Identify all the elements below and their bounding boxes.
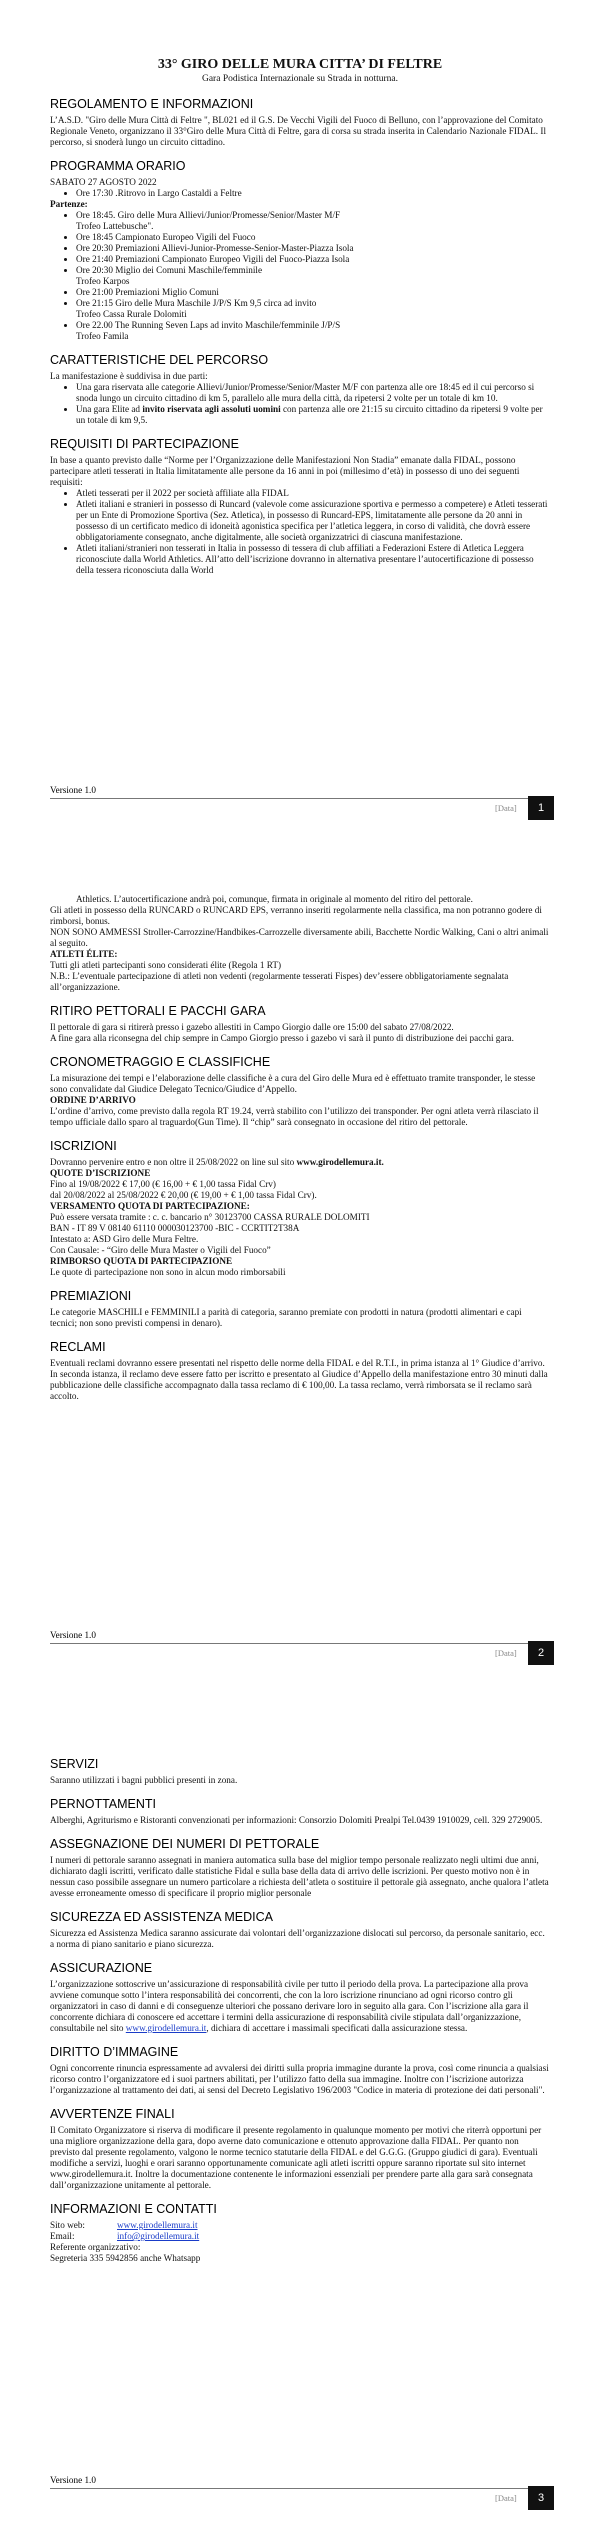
- list-item: [76, 404, 550, 426]
- list-item: • Una gara riservata alle categorie Allievi/Junior/Promesse/Senior/Master M/F con partenza alle ore 18:45 ed il cui percorso si snoda lungo un circuito cittadino di km 5, parallelo alle mura della città, da ripetersi 2 volte per un totale di km 10.: [76, 382, 550, 404]
- list-item: • Ore 20:30 Premiazioni Allievi-Junior-Promesse-Senior-Master-Piazza Isola: [76, 243, 550, 254]
- footer-date-placeholder: [Data]: [495, 2493, 517, 2503]
- cronometraggio-text-2: L’ordine d’arrivo, come previsto dalla regola RT 19.24, verrà stabilito con l’utilizzo dei transponder. Per ogni atleta verrà rilasciato il tempo ufficiale dallo sparo al traguardo(Gun Time). Il “chip” sarà consegnato in occasione del ritiro del pettorale.: [50, 1106, 539, 1127]
- section-heading-ritiro: RITIRO PETTORALI E PACCHI GARA: [50, 1004, 266, 1018]
- section-heading-programma: PROGRAMMA ORARIO: [50, 159, 186, 173]
- section-heading-assicurazione: ASSICURAZIONE: [50, 1961, 153, 1975]
- section-heading-contatti: INFORMAZIONI E CONTATTI: [50, 2202, 217, 2216]
- footer-date-placeholder: [Data]: [495, 1648, 517, 1658]
- footer-date-placeholder: [Data]: [495, 803, 517, 813]
- ordine-arrivo-label: ORDINE D’ARRIVO: [50, 1095, 136, 1105]
- premiazioni-text: Le categorie MASCHILI e FEMMINILI a parità di categoria, saranno premiate con prodotti in natura (prodotti alimentari e capi tecnici; non sono previsti compensi in denaro).: [50, 1307, 522, 1328]
- document-subtitle: Gara Podistica Internazionale su Strada in notturna.: [201, 74, 398, 84]
- list-item: • Ore 18:45. Giro delle Mura Allievi/Junior/Promesse/Senior/Master M/F: [76, 210, 550, 221]
- section-heading-assegnazione: ASSEGNAZIONE DEI NUMERI DI PETTORALE: [50, 1837, 320, 1851]
- elite-text: Tutti gli atleti partecipanti sono considerati élite (Regola 1 RT): [50, 960, 282, 970]
- requisiti-intro: In base a quanto previsto dalle “Norme per l’Organizzazione delle Manifestazioni Non Stadia” emanate dalla FIDAL, possono partecipare atleti tesserati in Italia limitatamente alle persone da 16 anni in poi (millesimo d’età) in possesso di uno dei seguenti requisiti:: [50, 455, 520, 487]
- section-heading-sicurezza: SICUREZZA ED ASSISTENZA MEDICA: [50, 1910, 273, 1924]
- list-item-continuation: Trofeo Cassa Rurale Dolomiti: [76, 309, 187, 319]
- list-item-text: Una gara Elite ad: [76, 404, 143, 414]
- iscrizioni-deadline: [50, 1157, 550, 1168]
- section-heading-premiazioni: PREMIAZIONI: [50, 1289, 132, 1303]
- diritto-text: Ogni concorrente rinuncia espressamente ad avvalersi dei diritti sulla propria immagine durante la prova, così come rinuncia a qualsiasi ricorso contro l’organizzatore ed i suoi partners abilitati, per l’utilizzo fatto della sua immagine. Inoltre con l’iscrizione autorizza l’organizzazione al trattamento dei dati, ai sensi del Decreto Legislativo 196/2003 "Codice in materia di protezione dei dati personali".: [50, 2063, 549, 2095]
- elite-label: ATLETI ÉLITE:: [50, 949, 118, 959]
- programma-list: [50, 210, 550, 342]
- reclami-text: Eventuali reclami dovranno essere presentati nel rispetto delle norme della FIDAL e del R.T.I., in prima istanza al 1° Giudice d’arrivo. In seconda istanza, il reclamo deve essere fatto per iscritto e presentato al Giudice d’Appello della manifestazione entro 30 minuti dalla pubblicazione delle classifiche accompagnato dalla tassa reclamo di € 100,00. La tassa reclamo, verrà rimborsata se il reclamo sarà accolto.: [50, 1358, 548, 1401]
- section-heading-requisiti: REQUISITI DI PARTECIPAZIONE: [50, 437, 239, 451]
- bonifico-text: Può essere versata tramite : c. c. bancario n° 30123700 CASSA RURALE DOLOMITI: [50, 1212, 370, 1222]
- page-number: 2: [528, 1641, 554, 1665]
- footer-divider: [50, 2488, 550, 2489]
- sicurezza-text: Sicurezza ed Assistenza Medica saranno assicurate dai volontari dell’organizzazione dislocati sul percorso, da personale sanitario, ecc. a norma di piano sanitario e piano sicurezza.: [50, 1928, 545, 1949]
- contact-email-label: Email:: [50, 2231, 75, 2241]
- non-ammessi-text: NON SONO AMMESSI Stroller-Carrozzine/Handbikes-Carrozzelle diversamente abili, Bacchette Nordic Walking, Cani o altri animali al seguito.: [50, 927, 549, 948]
- list-item: • Ore 21:15 Giro delle Mura Maschile J/P/S Km 9,5 circa ad invito: [76, 298, 550, 309]
- footer-version: Versione 1.0: [50, 785, 96, 795]
- list-item-continuation: Trofeo Famila: [76, 331, 129, 341]
- caratteristiche-intro: La manifestazione è suddivisa in due parti:: [50, 371, 208, 381]
- regolamento-text: L’A.S.D. "Giro delle Mura Città di Feltre ", BL021 ed il G.S. De Vecchi Vigili del Fuoco di Belluno, con l’approvazione del Comitato Regionale Veneto, organizzano il 33°Giro delle Mura Città di Feltre, gara di corsa su strada inserita in Calendario Nazionale FIDAL. Il percorso, si snoderà lungo un circuito cittadino.: [50, 115, 546, 147]
- runcard-text: Gli atleti in possesso della RUNCARD o RUNCARD EPS, verranno inseriti regolarmente nella classifica, ma non potranno godere di rimborsi, bonus.: [50, 905, 542, 926]
- requisiti-list: [50, 488, 550, 576]
- list-item: • Atleti italiani/stranieri non tesserati in Italia in possesso di tessera di club affiliati a Federazioni Estere di Atletica Leggera riconosciute dalla World Athletics. All’atto dell’iscrizione dovranno in alternativa presentare l’autocertificazione di possesso della tessera riconosciuta dalla World: [76, 543, 550, 576]
- section-heading-cronometraggio: CRONOMETRAGGIO E CLASSIFICHE: [50, 1055, 271, 1069]
- assicurazione-site-link[interactable]: www.girodellemura.it: [125, 2023, 207, 2033]
- caratteristiche-list: [50, 382, 550, 426]
- list-item: • Ore 21:00 Premiazioni Miglio Comuni: [76, 287, 550, 298]
- footer-divider: [50, 798, 550, 799]
- servizi-text: Saranno utilizzati i bagni pubblici presenti in zona.: [50, 1775, 238, 1785]
- ritiro-text-1: Il pettorale di gara si ritirerà presso i gazebo allestiti in Campo Giorgio dalle ore 15:00 del sabato 27/08/2022.: [50, 1022, 454, 1032]
- iscrizioni-deadline-text: Dovranno pervenire entro e non oltre il 25/08/2022 on line sul sito: [50, 1157, 297, 1167]
- list-item: • Ore 22.00 The Running Seven Laps ad invito Maschile/femminile J/P/S: [76, 320, 550, 331]
- section-heading-avvertenze: AVVERTENZE FINALI: [50, 2107, 175, 2121]
- contact-email-row: [50, 2231, 550, 2242]
- assegnazione-text: I numeri di pettorale saranno assegnati in maniera automatica sulla base del miglior tempo personale realizzato negli ultimi due anni, dichiarato dagli iscritti, verificato dalle statistiche Fidal e sulla base della data di arrivo delle iscrizioni. Per questo motivo non è in nessun caso possibile assegnare un numero particolare a richiesta dell’atleta o sostituire il pettorale già assegnato, anche qualora l’atleta avesse erroneamente omesso di specificare il proprio miglior personale: [50, 1855, 549, 1898]
- programma-ritrovo-list: [50, 188, 550, 199]
- intestato-text: Intestato a: ASD Giro delle Mura Feltre.: [50, 1234, 199, 1244]
- rimborso-text: Le quote di partecipazione non sono in alcun modo rimborsabili: [50, 1267, 286, 1277]
- contact-segreteria: Segreteria 335 5942856 anche Whatsapp: [50, 2253, 201, 2263]
- programma-date: SABATO 27 AGOSTO 2022: [50, 177, 157, 187]
- list-item: • Atleti tesserati per il 2022 per società affiliate alla FIDAL: [76, 488, 550, 499]
- quote-label: QUOTE D’ISCRIZIONE: [50, 1168, 151, 1178]
- avvertenze-text: Il Comitato Organizzatore si riserva di modificare il presente regolamento in qualunque momento per motivi che riterrà opportuni per una migliore organizzazione della gara, dopo averne dato comunicazione e ottenuto approvazione dalla FIDAL. Per quanto non previsto dal presente regolamento, valgono le norme tecnico statutarie della FIDAL e del G.G.G. (Gruppo giudici di gara). Eventuali modifiche a servizi, luoghi e orari saranno opportunamente comunicate agli atleti iscritti oppure saranno riportate sul sito internet www.girodellemura.it. Inoltre la documentazione contenente le informazioni essenziali per prendere parte alla gara sarà consegnata dall’organizzazione unitamente al pettorale.: [50, 2125, 542, 2190]
- section-heading-servizi: SERVIZI: [50, 1757, 99, 1771]
- versamento-label: VERSAMENTO QUOTA DI PARTECIPAZIONE:: [50, 1201, 250, 1211]
- causale-text: Con Causale: - “Giro delle Mura Master o Vigili del Fuoco”: [50, 1245, 271, 1255]
- iscrizioni-site: www.girodellemura.it.: [296, 1157, 384, 1167]
- page-number: 1: [528, 796, 554, 820]
- section-heading-regolamento: REGOLAMENTO E INFORMAZIONI: [50, 97, 254, 111]
- requisiti-continued: Athletics. L’autocertificazione andrà poi, comunque, firmata in originale al momento del ritiro del pettorale.: [76, 894, 473, 904]
- list-item: • Ore 21:40 Premiazioni Campionato Europeo Vigili del Fuoco-Piazza Isola: [76, 254, 550, 265]
- section-heading-reclami: RECLAMI: [50, 1340, 106, 1354]
- list-item: • Ore 20:30 Miglio dei Comuni Maschile/femminile: [76, 265, 550, 276]
- list-item: • Atleti italiani e stranieri in possesso di Runcard (valevole come assicurazione sportiva e permesso a competere) e Atleti tesserati per un Ente di Promozione Sportiva (Sez. Atletica), in possesso di Runcard-EPS, limitatamente alle persone da 20 anni in possesso di un certificato medico di idoneità agonistica specifica per l’atletica leggera, in corso di validità, che dovrà essere obbligatoriamente consegnato, anche digitalmente, alle società organizzatrici di ciascuna manifestazione.: [76, 499, 550, 543]
- pernottamenti-text: Alberghi, Agriturismo e Ristoranti convenzionati per informazioni: Consorzio Dolomiti Prealpi Tel.0439 1910029, cell. 329 2729005.: [50, 1815, 543, 1825]
- footer-divider: [50, 1643, 550, 1644]
- list-item-continuation: Trofeo Karpos: [76, 276, 130, 286]
- contact-site-link[interactable]: www.girodellemura.it: [117, 2220, 198, 2230]
- section-heading-iscrizioni: ISCRIZIONI: [50, 1139, 117, 1153]
- cronometraggio-text-1: La misurazione dei tempi e l’elaborazione delle classifiche è a cura del Giro delle Mura ed è effettuato tramite transponder, le stesse sono convalidate dal Giudice Delegato Tecnico/Giudice d’Appello.: [50, 1073, 536, 1094]
- list-item: • Ore 18:45 Campionato Europeo Vigili del Fuoco: [76, 232, 550, 243]
- section-heading-diritto-immagine: DIRITTO D’IMMAGINE: [50, 2045, 179, 2059]
- page-1: [0, 0, 595, 845]
- section-heading-caratteristiche: CARATTERISTICHE DEL PERCORSO: [50, 353, 269, 367]
- footer-version: Versione 1.0: [50, 2475, 96, 2485]
- iban-text: BAN - IT 89 V 08140 61110 000030123700 -BIC - CCRTIT2T38A: [50, 1223, 300, 1233]
- rimborso-label: RIMBORSO QUOTA DI PARTECIPAZIONE: [50, 1256, 233, 1266]
- assicurazione-text-a: L’organizzazione sottoscrive un’assicurazione di responsabilità civile per tutto il periodo della prova. La partecipazione alla prova avviene comunque sotto l’intera responsabilità dei concorrenti, che con la loro iscrizione rinunciano ad ogni ricorso contro gli organizzatori in caso di danni e di conseguenze ulteriori che possano derivare loro in seguito alla gara. Con l’iscrizione alla gara il concorrente dichiara di conoscere ed accettare i termini della assicurazione di responsabilità civile stipulata dall’organizzazione, consultabile nel sito: [50, 1979, 529, 2033]
- nb-text: N.B.: L’eventuale partecipazione di atleti non vedenti (regolarmente tesserati Fispes) dev’essere obbligatoriamente segnalata all’organizzazione.: [50, 971, 509, 992]
- quote-1: Fino al 19/08/2022 € 17,00 (€ 16,00 + € 1,00 tassa Fidal Crv): [50, 1179, 276, 1189]
- page-number: 3: [528, 2486, 554, 2510]
- partenze-label: Partenze:: [50, 199, 88, 209]
- section-heading-pernottamenti: PERNOTTAMENTI: [50, 1797, 157, 1811]
- contact-site-label: Sito web:: [50, 2220, 85, 2230]
- footer-version: Versione 1.0: [50, 1630, 96, 1640]
- list-item-text: con partenza alle ore 21:15 su circuito cittadino da ripetersi 9 volte per un totale di km 9,5.: [76, 404, 543, 425]
- contact-email-link[interactable]: info@girodellemura.it: [117, 2231, 200, 2241]
- list-item-continuation: Trofeo Lattebusche".: [76, 221, 154, 231]
- page-3: [0, 1690, 595, 2535]
- list-item: • Ore 17:30 .Ritrovo in Largo Castaldi a Feltre: [76, 188, 550, 199]
- document-title: 33° GIRO DELLE MURA CITTA’ DI FELTRE: [157, 57, 443, 72]
- contact-referente-label: Referente organizzativo:: [50, 2242, 141, 2252]
- page-2: [0, 845, 595, 1690]
- ritiro-text-2: A fine gara alla riconsegna del chip sempre in Campo Giorgio presso i gazebo vi sarà il punto di distribuzione dei pacchi gara.: [50, 1033, 514, 1043]
- assicurazione-text: [50, 1979, 550, 2034]
- contact-site-row: [50, 2220, 550, 2231]
- assicurazione-text-b: , dichiara di accettare i massimali specificati dalla assicurazione stessa.: [206, 2023, 468, 2033]
- quote-2: dal 20/08/2022 al 25/08/2022 € 20,00 (€ 19,00 + € 1,00 tassa Fidal Crv).: [50, 1190, 317, 1200]
- list-item-emphasis: invito riservata agli assoluti uomini: [142, 404, 281, 414]
